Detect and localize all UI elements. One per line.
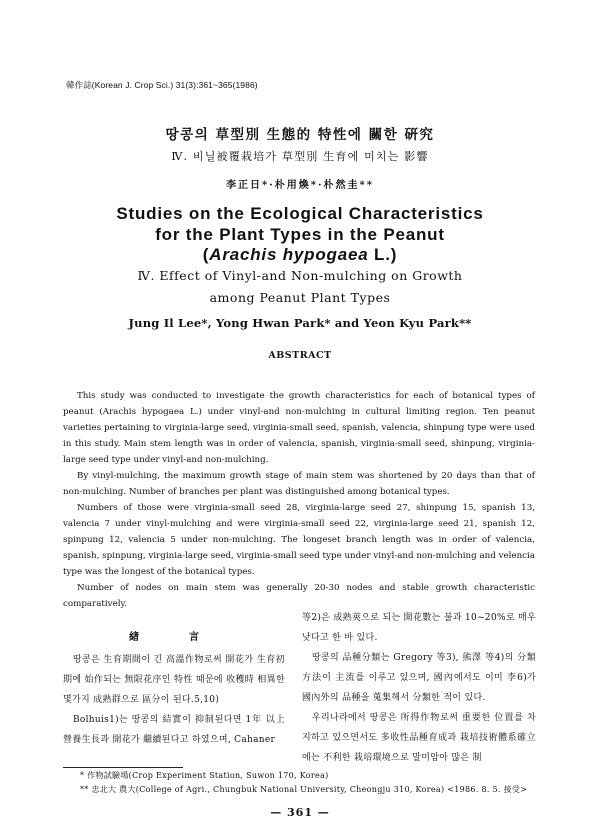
footnote-affiliation-1: * 作物試驗場(Crop Experiment Station, Suwon 170, Korea) <box>80 771 329 780</box>
page-number: — 361 — <box>270 806 330 819</box>
korean-authors: 李正日*·朴用煥*·朴然圭** <box>226 180 374 191</box>
body-paragraph: Bolhuis1)는 땅콩의 結實이 抑制된다면 1年 以上 營養生長과 開花가 繼續된다고 하였으며, Cahaner <box>63 715 285 745</box>
abstract-body <box>63 375 535 612</box>
english-subtitle-line-2: among Peanut Plant Types <box>209 290 391 305</box>
body-column-right <box>302 608 536 768</box>
english-title-line-2: for the Plant Types in the Peanut <box>155 225 445 244</box>
english-title-line-3 <box>0 245 600 265</box>
title-paren-open: ( <box>202 245 210 264</box>
abstract-paragraph: Number of nodes on main stem was generally 20-30 nodes and stable growth characteristic comparatively. <box>63 583 535 609</box>
english-subtitle-line-1: Ⅳ. Effect of Vinyl-and Non-mulching on Growth <box>137 268 463 283</box>
korean-subtitle: Ⅳ. 비닐被覆栽培가 草型別 生育에 미치는 影響 <box>171 150 429 163</box>
body-paragraph: 땅콩은 生育期間이 긴 高溫作物로써 開花가 生育初期에 始作되는 無限花序인 特性 때문에 收穫時 相異한 몇가지 成熟群으로 區分이 된다.5,10) <box>63 655 285 705</box>
footnote-affiliation-2: ** 忠北大 農大(College of Agri., Chungbuk National University, Cheongju 310, Korea) <1986. 8. 5. 接受> <box>80 785 528 794</box>
korean-title: 땅콩의 草型別 生態的 特性에 關한 硏究 <box>165 127 435 143</box>
abstract-paragraph: Numbers of those were virginia-small seed 28, virginia-large seed 27, shinpung 15, spanish 13, valencia 7 under vinyl-mulching and were virginia-small seed 22, virginia-large seed 21, spanish 12, spinpung 12, valencia 5 under non-mulching. The longeset branch length was in order of valencia, spanish, spinpung, virginia-large seed, virginia-small seed type under vinyl-and non-mulching and velencia type was the longest of the botanical types. <box>63 503 535 577</box>
body-paragraph: 땅콩의 品種分類는 Gregory 等3), 熊澤 等4)의 分類方法이 主流를 이루고 있으며, 國內에서도 이미 李6)가 國內外의 品種을 蒐集해서 分類한 적이 있다. <box>302 653 536 703</box>
body-column-left <box>63 628 285 750</box>
abstract-paragraph: By vinyl-mulching, the maximum growth stage of main stem was shortened by 20 days than that of non-mulching. Number of branches per plant was distinguished among botanical types. <box>63 471 535 497</box>
species-name: Arachis hypogaea <box>209 245 369 264</box>
abstract-paragraph: This study was conducted to investigate the growth characteristics for each of botanical types of peanut (Arachis hypogaea L.) under vinyl-and non-mulching in cultural limiting region. Ten peanut varieties pertaining to virginia-large seed, virginia-small seed, spanish, valencia, shinpung type were used in this study. Main stem length was in order of valencia, spanish, virginia-small seed, shinpung, virginia-large seed type under vinyl-and non-mulching. <box>63 391 535 465</box>
title-paren-close: L.) <box>368 245 398 264</box>
abstract-heading: ABSTRACT <box>268 350 332 361</box>
english-title-line-1: Studies on the Ecological Characteristics <box>116 204 484 223</box>
footnote-divider <box>63 767 183 768</box>
body-paragraph: 等2)은 成熟莢으로 되는 開花數는 불과 10~20%로 매우 낮다고 한 바 있다. <box>302 613 536 643</box>
english-authors: Jung Il Lee*, Yong Hwan Park* and Yeon Kyu Park** <box>128 316 472 330</box>
body-paragraph: 우리나라에서 땅콩은 所得作物로써 重要한 位置를 차지하고 있으면서도 多收性品種育成과 栽培技術體系確立에는 不利한 栽培環境으로 말미암아 많은 制 <box>302 713 536 763</box>
section-heading-introduction: 緖 言 <box>129 632 219 643</box>
journal-reference: 韓作誌(Korean J. Crop Sci.) 31(3):361~365(1986) <box>66 80 258 90</box>
